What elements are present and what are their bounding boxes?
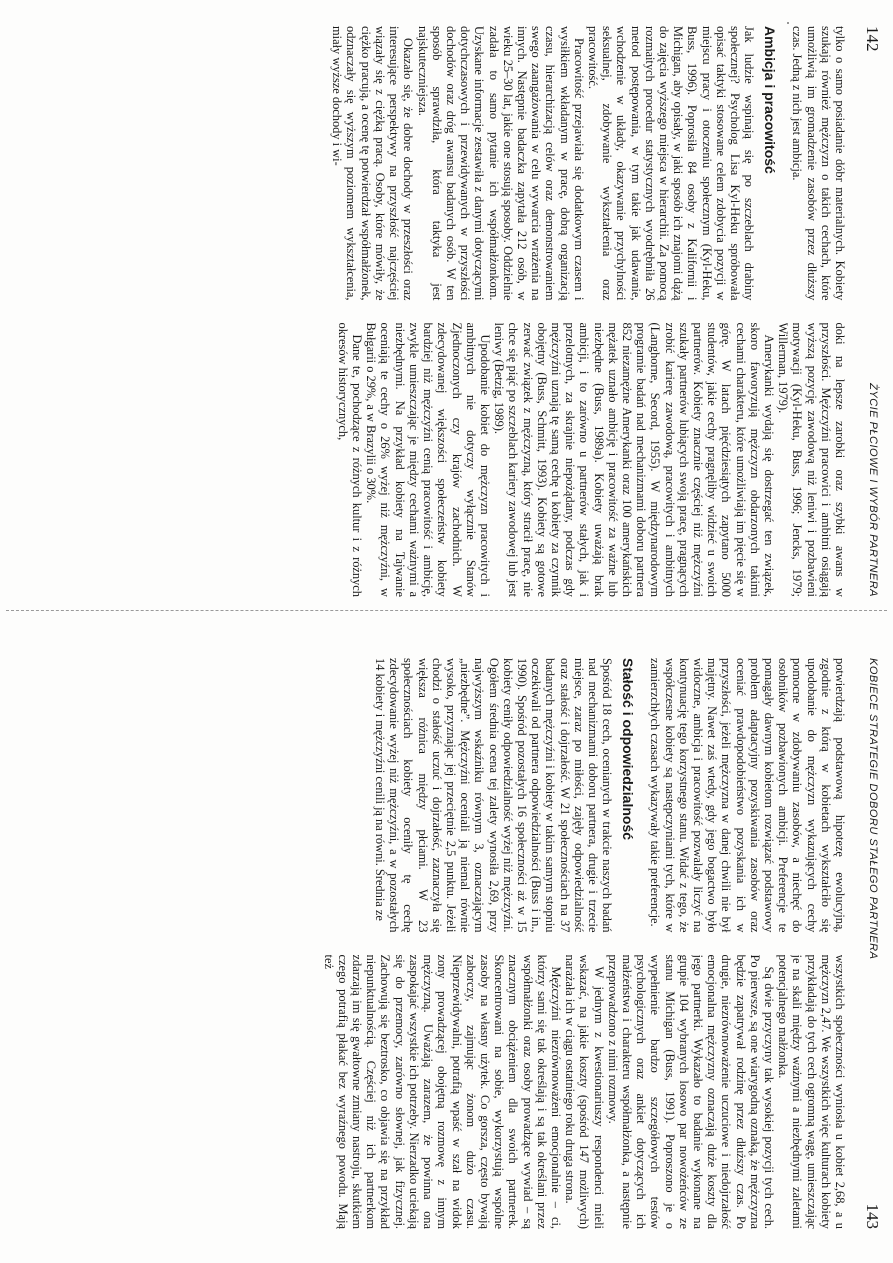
page-fold-divider — [6, 610, 887, 611]
paragraph: Dane te, pochodzące z różnych kultur i z różnych okresów historycznych, — [335, 322, 365, 597]
section-heading: Ambicja i pracowitość — [762, 26, 779, 174]
text-columns — [26, 26, 847, 597]
text-columns — [26, 658, 847, 1229]
paragraph: potwierdzają podstawową hipotezę ewolucyjną, zgodnie z którą w kobietach wykształciło się upodobanie do mężczyzn wykazujących cechy pomocne w zdobywaniu zasobów, a niechęć do osobników pozbawionych ambicji. Preferencje te pomagały dawnym kobietom rozwiązać podstawowy problem adaptacyjny pozyskiwania zasobów oraz oceniać prawdopodobieństwo pozyskania ich w przyszłości, jeżeli mężczyzna w danej chwili nie był majętny. Nawet zaś wtedy, gdy jego bogactwo było widoczne, ambicja i pracowitość pozwalały liczyć na kontynuację tego korzystnego stanu. Widać z tego, że współczesne kobiety są następczyniami tych, które w zamierzchłych czasach wykazywały takie preferencje. — [648, 658, 847, 933]
paragraph: tylko o samo posiadanie dóbr materialnych. Kobiety szukają również mężczyzn o takich cechach, które umożliwią im gromadzenie zasobów przez dłuższy czas. Jedną z nich jest ambicja. — [790, 26, 847, 301]
paragraph: Mężczyźni niezrównoważeni emocjonalnie – ci, którzy sami się tak określają i są tak określani przez współmałżonki oraz osoby prowadzące wywiad – są znacznym obciążeniem dla swoich partnerek. Skoncentrowani na sobie, wykorzystują wspólne zasoby na własny użytek. Co gorsza, często bywają zaborczy, zajmując żonom dużo czasu. Nieprzewidywalni, potrafią wpaść w szał na widok zony prowadzącej obojętną rozmowę z innym mężczyzną. Uważają zarazem, że powinna ona zaspokajać wszystkie ich potrzeby. Nierzadko uciekają się do przemocy, zarówno słownej, jak fizycznej. Zachowują się beztrosko, co objawia się na przykład niepunktualnością. Częściej niż ich partnerkom zdarzają im się gwałtowne zmiany nastroju, skutkiem czego potrafią płakać bez wyraźnego powodu. Mają też — [321, 954, 563, 1229]
column-right — [26, 955, 847, 1230]
paragraph: Są dwie przyczyny tak wysokiej pozycji tych cech. Po pierwsze, są one wiarygodną oznaką, że mężczyzna będzie zapatrywał rodzinę przez dłuższy czas. Po drugie, niezrównoważenie uczuciowe i niedojrzałość emocjonalna mężczyzny oznaczają duże koszty dla jego partnerki. Wykazało to badanie wykonane na grupie 104 wybranych losowo par nowożeńców ze stanu Michigan (Buss, 1991). Poproszono je o wypełnienie bardzo szczegółowych testów psychologicznych oraz ankiet dotyczących ich małżeństwa i charakteru współmałżonka, a następnie przeprowadzono z nimi rozmowy. — [605, 954, 776, 1229]
column-left — [26, 26, 847, 301]
column-right — [26, 323, 847, 598]
paragraph: Spośród 18 cech, ocenianych w trakcie naszych badań nad mechanizmami doboru partnera, drugie i trzecie miejsce, zaraz po miłości, zajęły odpowiedzialność oraz stałość i dojrzałość. W 21 społecznościach na 37 badanych mężczyźni i kobiety w takim samym stopniu oczekiwali od partnera odpowiedzialności (Buss i in., 1990). Spośród pozostałych 16 społeczności aż w 15 kobiety ceniły odpowiedzialność wyżej niż mężczyźni. Ogółem średnia ocena tej zalety wynosiła 2,69, przy najwyższym wskaźniku równym 3, oznaczającym „niezbędne”. Mężczyźni oceniali ją niemal równie wysoko, przyznając jej przeciętnie 2,5 punktu. Jeżeli chodzi o stałość uczuć i dojrzałość, zaznaczyła się większa różnica między płciami. W 23 społecznościach kobiety oceniły tę cechę zdecydowanie wyżej niż mężczyźni, a w pozostałych 14 kobiety i mężczyźni cenili ją na równi. Średnia ze — [372, 658, 615, 933]
running-header — [857, 658, 882, 1229]
paragraph: Pracowitość przejawiała się dodatkowym czasem i wysiłkiem wkładanym w pracę, dobrą organizacją czasu, hierarchizacją celów oraz demonstrowaniem swego zaangażowania w celu wywarcia wrażenia na innych. Następnie badaczka zapytała 212 osób, w wieku 25–30 lat, jakie one stosują sposoby. Oddzielnie zadała to samo pytanie ich współmałżonkom. Uzyskane informacje zestawiła z danymi dotyczącymi dotychczasowych i przewidywanych w przyszłości dochodów oraz dróg awansu badanych osób. W ten sposób sprawdziła, która taktyka jest najskuteczniejsza. — [415, 26, 586, 301]
page-number: 143 — [863, 1203, 882, 1229]
paragraph: doki na lepsze zarobki oraz szybki awans w przyszłości. Mężczyźni pracowici i ambitni osiągają wyższą pozycję zawodową niż leniwi i pozbawieni motywacji (Kyl-Heku, Buss, 1996; Jencks, 1979; Willerman, 1979). — [776, 322, 847, 597]
running-title: ŻYCIE PŁCIOWE I WYBÓR PARTNERA — [867, 383, 879, 597]
running-header — [857, 26, 882, 597]
paragraph: Upodobanie kobiet do mężczyzn pracowitych i ambitnych nie dotyczy wyłącznie Stanów Zjednoczonych czy krajów zachodnich. W zdecydowanej większości społeczeństw kobiety bardziej niż mężczyźni cenią pracowitość i ambicję, zwykle umieszczając je między cechami ważnymi a niezbędnymi. Na przykład kobiety na Tajwanie oceniają te cechy o 26% wyżej niż mężczyźni, w Bułgarii o 29%, a w Brazylii o 30%. — [364, 322, 492, 597]
paragraph: Amerykanki wydają się dostrzegać ten związek, skoro faworyzują mężczyzn obdarzonych takimi cechami charakteru, które umożliwiają im pięcie się w górę. W latach pięćdziesiątych zapytano 5000 studentów, jakie cechy pragnęliby widzieć u swoich partnerów. Kobiety znacznie częściej niż mężczyźni szukały partnerów lubiących swoją pracę, pragnących zrobić karierę zawodową, pracowitych i ambitnych (Langhorne, Secord, 1955). W międzynarodowym programie badań nad mechanizmami doboru partnera 852 niezamężne Amerykanki oraz 100 amerykańskich mężatek uznało ambicję i pracowitość za ważne lub niezbędne (Buss, 1989a). Kobiety uważają brak ambicji, i to zarówno u partnerów stałych, jak i przelotnych, za skrajnie niepożądany, podczas gdy mężczyźni uznają tę samą cechę u kobiety za czynnik obojętny (Buss, Schmitt, 1993). Kobiety są gotowe zerwać związek z mężczyzną, który stracił pracę, nie chce się piąć po szczeblach kariery zawodowej lub jest leniwy (Betzig, 1989). — [492, 322, 776, 597]
paragraph: wszystkich społeczności wyniosła u kobiet 2,68, a u mężczyzn 2,47. We wszystkich więc kulturach kobiety przykładają do tych cech ogromną wagę, umieszczając je na skali między ważnymi a niezbędnymi zaletami potencjalnego małżonka. — [776, 954, 847, 1229]
running-title: KOBIECE STRATEGIE DOBORU STAŁEGO PARTNERA — [867, 658, 879, 960]
section-heading: Stałość i odpowiedzialność — [620, 658, 637, 841]
page-142 — [12, 6, 893, 617]
paragraph: W jednym z kwestionariuszy respondenci mieli wskazać, na jakie koszty (spośród 147 możliwych) narażała ich w ciągu ostatniego roku druga strona. — [563, 954, 606, 1229]
column-left — [26, 658, 847, 933]
paragraph: Jak ludzie wspinają się po szczeblach drabiny społecznej? Psycholog Lisa Kyl-Heku spróbowała opisać taktyki stosowane celem zdobycia pozycji w miejscu pracy i otoczeniu społecznym (Kyl-Heku, Buss, 1996). Poprosiła 84 osoby z Kalifornii i Michigan, aby opisały, w jaki sposób ich znajomi dążą do zajęcia wyższego miejsca w hierarchii. Za pomocą rozmaitych procedur statystycznych wyodrębniła 26 metod postępowania, w tym takie jak udawanie, wchodzenie w układy, okazywanie przychylności seksualnej, zdobywanie wykształcenia oraz pracowitość. — [585, 26, 757, 301]
page-number: 142 — [863, 26, 882, 52]
page-143 — [12, 638, 893, 1249]
paragraph: Okazało się, że dobre dochody w przeszłości oraz interesujące perspektywy na przyszłość najczęściej wiązały się z ciężką pracą. Osoby, które mówiły, że ciężko pracują, a ocenę tę potwierdzał współmałżonek, odznaczały się wyższym poziomem wykształcenia, miały wyższe dochody i wi- — [330, 26, 416, 301]
